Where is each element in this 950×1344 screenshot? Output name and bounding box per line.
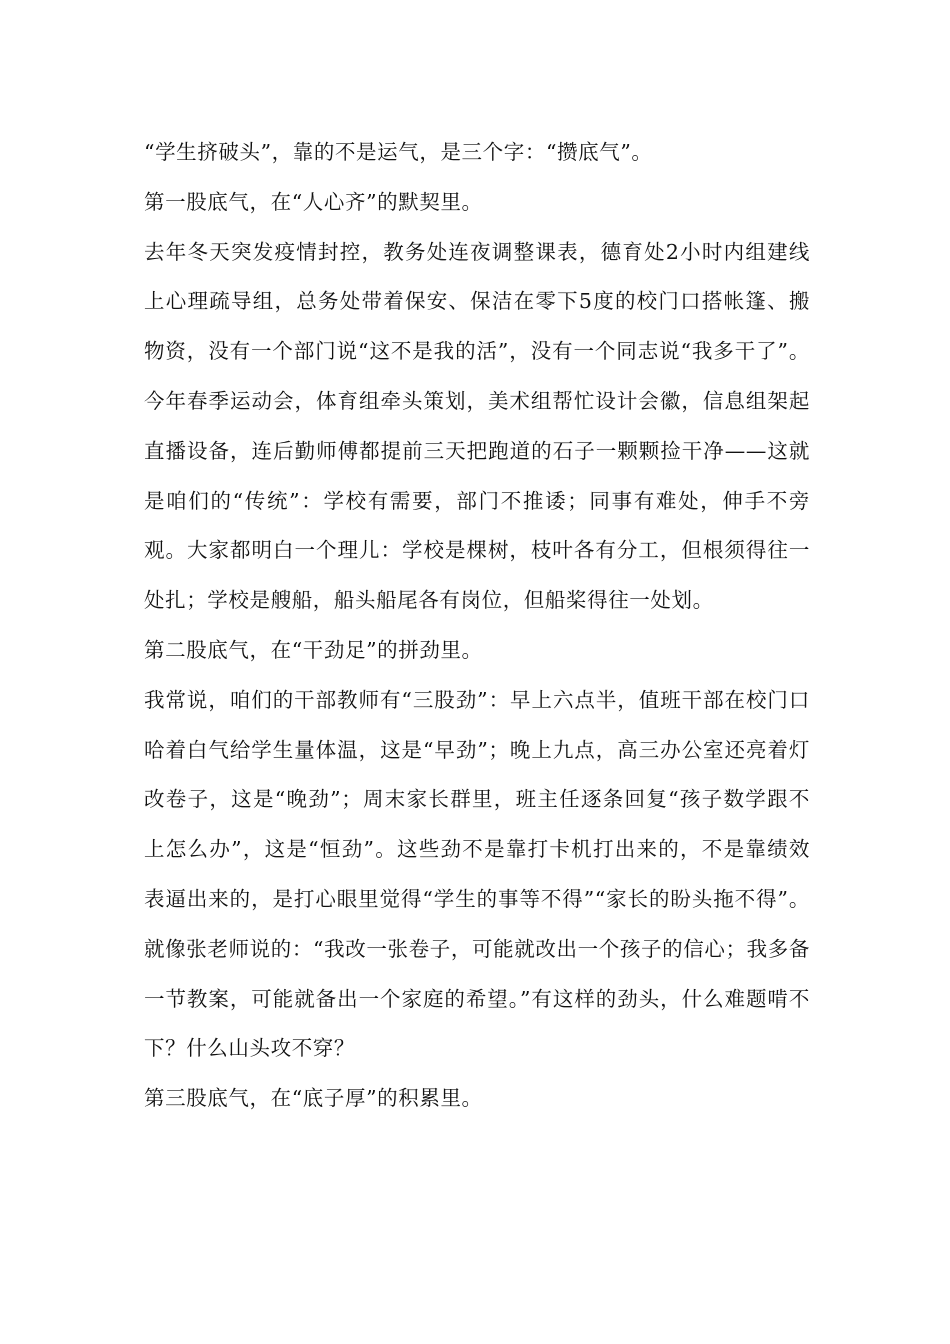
document-body — [144, 128, 810, 1124]
paragraph-body-first: 去年冬天突发疫情封控，教务处连夜调整课表，德育处2小时内组建线上心理疏导组，总务处带着保安、保洁在零下5度的校门口搭帐篷、搬物资，没有一个部门说“这不是我的活”，没有一个同志说“我多干了”。今年春季运动会，体育组牵头策划，美术组帮忙设计会徽，信息组架起直播设备，连后勤师傅都提前三天把跑道的石子一颗颗捡干净——这就是咱们的“传统”：学校有需要，部门不推诿；同事有难处，伸手不旁观。大家都明白一个理儿：学校是棵树，枝叶各有分工，但根须得往一处扎；学校是艘船，船头船尾各有岗位，但船桨得往一处划。 — [144, 239, 810, 613]
paragraph-heading-third: 第三股底气，在“底子厚”的积累里。 — [144, 1086, 483, 1111]
paragraph-body-second: 我常说，咱们的干部教师有“三股劲”：早上六点半，值班干部在校门口哈着白气给学生量体温，这是“早劲”；晚上九点，高三办公室还亮着灯改卷子，这是“晚劲”；周末家长群里，班主任逐条回复“孩子数学跟不上怎么办”，这是“恒劲”。这些劲不是靠打卡机打出来的，不是靠绩效表逼出来的，是打心眼里觉得“学生的事等不得”“家长的盼头拖不得”。就像张老师说的：“我改一张卷子，可能就改出一个孩子的信心；我多备一节教案，可能就备出一个家庭的希望。”有这样的劲头，什么难题啃不下？什么山头攻不穿？ — [144, 687, 810, 1061]
paragraph-heading-second: 第二股底气，在“干劲足”的拼劲里。 — [144, 637, 483, 662]
paragraph-intro: “学生挤破头”，靠的不是运气，是三个字：“攒底气”。 — [144, 140, 653, 164]
paragraph-heading-first: 第一股底气，在“人心齐”的默契里。 — [144, 189, 483, 214]
